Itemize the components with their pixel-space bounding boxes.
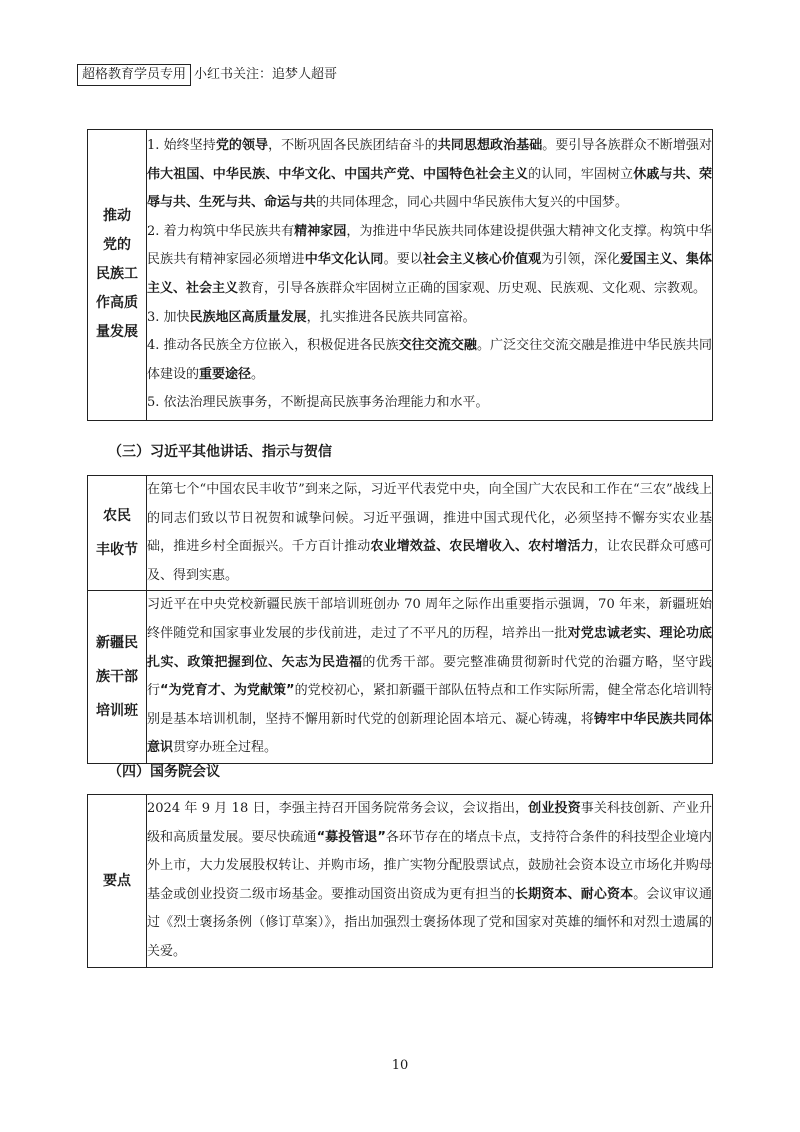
label-line: 农民: [103, 508, 131, 525]
label-line: 新疆民: [96, 635, 138, 652]
body-text: 的共同体理念，同心共圆中华民族伟大复兴的中国梦。: [316, 195, 629, 211]
numbered-paragraph: [147, 132, 712, 218]
body-text: ，不断巩固各民族团结奋斗的: [268, 138, 438, 153]
body-text: 2024 年 9 月 18 日，李强主持召开国务院常务会议，会议指出，: [147, 801, 529, 816]
body-text: 3. 加快: [147, 309, 190, 325]
body-text: 的优秀干部。要完整准确贯彻新时代党的治疆方略，坚守践行: [147, 654, 712, 699]
label-line: 丰收节: [96, 542, 138, 559]
body-text: 4. 推动各民族全方位嵌入，积极促进各民族: [147, 338, 399, 354]
emphasis-text: 社会主义核心价值观: [423, 252, 542, 268]
body-text: 的党校初心，紧扣新疆干部队伍特点和工作实际所需，健全常态化培训特别是基本培训机制，坚持不懈用新时代党的创新理论固本培元、凝心铸魂，将: [147, 683, 712, 727]
row-content: [147, 130, 713, 421]
paragraph: [147, 476, 712, 590]
label-line: 民族工: [96, 266, 138, 283]
emphasis-text: “为党育才、为党献策”: [160, 683, 295, 699]
emphasis-text: “募投管退”: [316, 829, 386, 845]
row-content: [147, 591, 713, 764]
body-text: 。要以: [383, 252, 423, 268]
emphasis-text: 党的领导: [215, 138, 269, 153]
body-text: 1. 始终坚持: [147, 138, 216, 153]
label-line: 族干部: [96, 669, 138, 686]
emphasis-text: 爱国主义、集体主义、社会主义: [147, 252, 712, 296]
body-text: ，为推进中华民族共同体建设提供强大精神文化支撑。构筑中华民族共有精神家园必须增进: [147, 223, 712, 268]
row-label: [88, 795, 147, 968]
row-content: [147, 476, 713, 591]
label-line: 推动: [103, 208, 131, 225]
ethnic-work-table: [87, 129, 713, 421]
emphasis-text: 重要途径: [199, 366, 252, 382]
emphasis-text: 铸牢中华民族共同体意识: [147, 711, 712, 756]
numbered-paragraph: [147, 389, 712, 418]
body-text: 教育，引导各族群众牢固树立正确的国家观、历史观、民族观、文化观、宗教观。: [238, 280, 707, 296]
numbered-paragraph: [147, 304, 712, 333]
body-text: ，让农民群众可感可及、得到实惠。: [147, 539, 712, 583]
section-heading: （三）习近平其他讲话、指示与贺信: [108, 444, 332, 460]
emphasis-text: 农业增效益、农民增收入、农村增活力: [370, 539, 594, 555]
page-header: [77, 64, 337, 86]
body-text: 。会议审议通过《烈士褒扬条例（修订草案）》，指出加强烈士褒扬体现了党和国家对英雄的缅怀和对烈士遗属的关爱。: [147, 886, 712, 959]
body-text: 2. 着力构筑中华民族共有: [147, 223, 295, 239]
label-line: 作高质: [96, 295, 138, 312]
body-text: 。要引导各族群众不断增强对: [542, 138, 712, 153]
emphasis-text: 伟大祖国、中华民族、中华文化、中国共产党、中国特色社会主义: [147, 166, 529, 182]
emphasis-text: 休戚与共、荣辱与共、生死与共、命运与共: [147, 166, 712, 211]
numbered-paragraph: [147, 218, 712, 304]
paragraph: [147, 591, 712, 763]
label-line: 量发展: [96, 324, 138, 341]
numbered-paragraph: [147, 332, 712, 389]
paragraph: [147, 795, 712, 967]
body-text: 。广泛交往交流交融是推进中华民族共同体建设的: [147, 338, 712, 382]
body-text: 贯穿办班全过程。: [173, 740, 278, 756]
page-number: 10: [391, 1058, 409, 1073]
row-label: [88, 130, 147, 421]
emphasis-text: 共同思想政治基础: [437, 138, 543, 153]
state-council-table: [87, 794, 713, 968]
label-line: 培训班: [96, 703, 138, 720]
body-text: 各环节存在的堵点卡点，支持符合条件的科技型企业境内外上市，大力发展股权转让、并购市场，推广实物分配股票试点，鼓励社会资本设立市场化并购母基金或创业投资二级市场基金。要推动国资出资成为更有担当的: [147, 829, 712, 902]
body-text: 事关科技创新、产业升级和高质量发展。要尽快疏通: [147, 801, 712, 845]
emphasis-text: 中华文化认同: [304, 252, 384, 268]
body-text: 的认同，牢固树立: [528, 166, 634, 182]
row-label: [88, 591, 147, 764]
emphasis-text: 精神家园: [294, 223, 347, 239]
speeches-table: [87, 475, 713, 764]
label-line: 要点: [103, 872, 131, 889]
emphasis-text: 对党忠诚老实、理论功底扎实、政策把握到位、矢志为民造福: [147, 625, 712, 670]
section-heading: （四）国务院会议: [108, 764, 220, 780]
row-label: [88, 476, 147, 591]
emphasis-text: 民族地区高质量发展: [189, 309, 307, 325]
header-badge: 超格教育学员专用: [77, 64, 191, 86]
body-text: 。: [251, 366, 265, 382]
label-line: 党的: [103, 237, 131, 254]
body-text: 习近平在中央党校新疆民族干部培训班创办 70 周年之际作出重要指示强调，70 年来，新疆班始终伴随党和国家事业发展的步伐前进，走过了不平凡的历程，培养出一批: [147, 597, 712, 641]
body-text: ，扎实推进各民族共同富裕。: [306, 309, 476, 325]
emphasis-text: 交往交流交融: [398, 338, 477, 354]
body-text: 为引领，深化: [541, 252, 621, 268]
body-text: 在第七个“中国农民丰收节”到来之际，习近平代表党中央，向全国广大农民和工作在“三农”战线上的同志们致以节日祝贺和诚挚问候。习近平强调，推进中国式现代化，必须坚持不懈夯实农业基础，推进乡村全面振兴。千方百计推动: [147, 482, 712, 555]
row-content: [147, 795, 713, 968]
header-text: 小红书关注：追梦人超哥: [194, 67, 338, 82]
body-text: 5. 依法治理民族事务，不断提高民族事务治理能力和水平。: [147, 395, 489, 411]
emphasis-text: 长期资本、耐心资本: [514, 886, 634, 902]
emphasis-text: 创业投资: [528, 801, 581, 816]
